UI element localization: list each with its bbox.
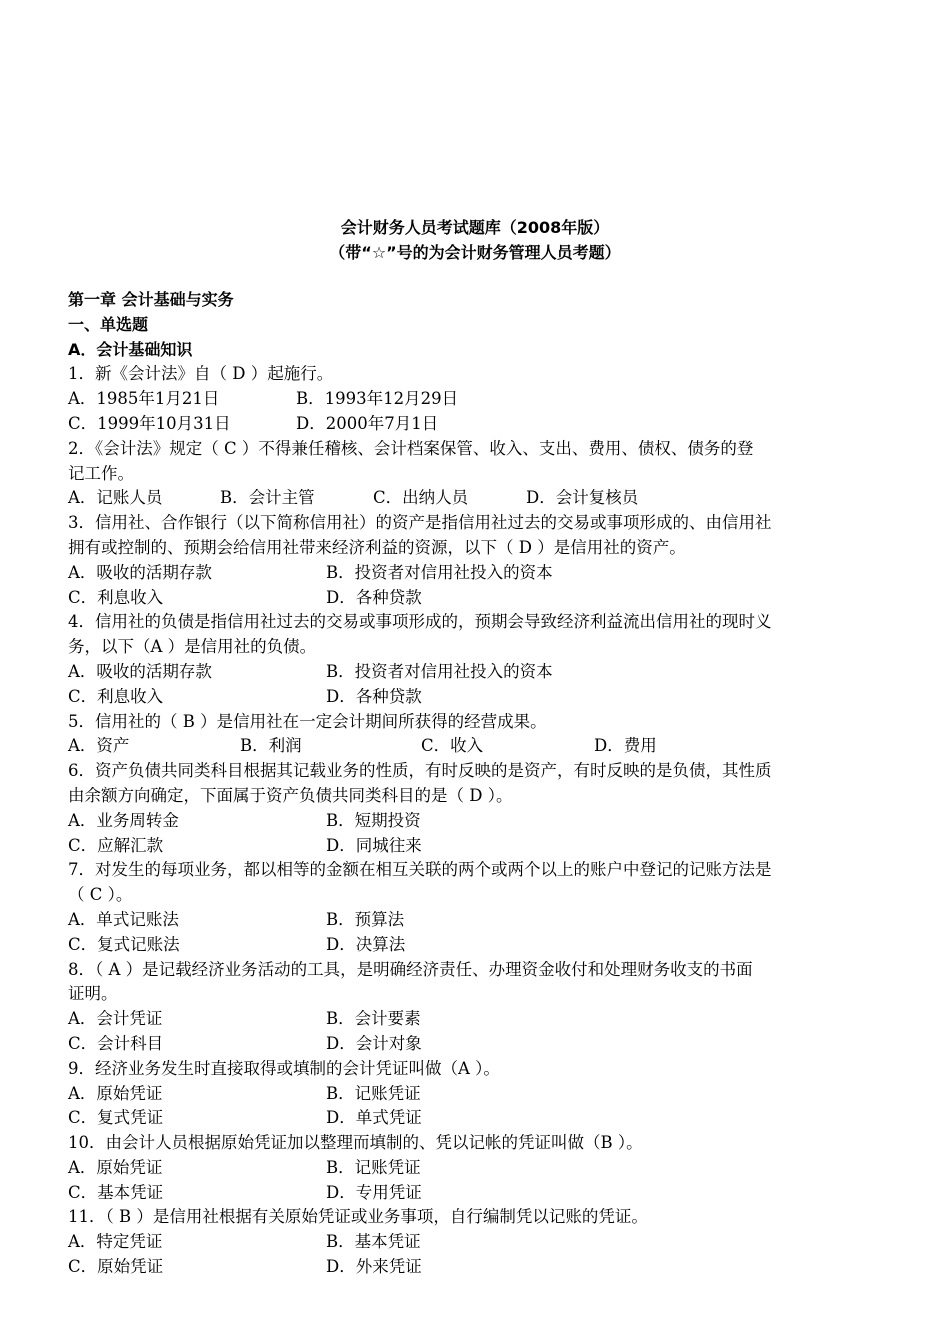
- question-4-text: 4．信用社的负债是指信用社过去的交易或事项形成的，预期会导致经济利益流出信用社的现时义: [68, 612, 772, 632]
- option: B．会计要素: [326, 1009, 421, 1029]
- option: C．复式记账法: [68, 934, 180, 954]
- option: D．费用: [594, 736, 657, 756]
- question-2-text: 记工作。: [68, 463, 134, 483]
- option: C．会计科目: [68, 1033, 164, 1053]
- option: D．外来凭证: [326, 1257, 422, 1277]
- option: B．会计主管: [220, 488, 315, 508]
- option: A．原始凭证: [68, 1157, 163, 1177]
- option: A．吸收的活期存款: [68, 661, 212, 681]
- option: C．原始凭证: [68, 1257, 164, 1277]
- question-8-text: 证明。: [68, 984, 118, 1004]
- question-5-text: 5．信用社的（ B ）是信用社在一定会计期间所获得的经营成果。: [68, 711, 547, 731]
- question-7-text: （ C ）。: [68, 885, 133, 905]
- option: A．吸收的活期存款: [68, 562, 212, 582]
- question-2-options-row: [68, 486, 883, 511]
- document-body: [68, 288, 883, 1280]
- option: A．记账人员: [68, 488, 163, 508]
- question-6-options-row: [68, 809, 883, 834]
- option: C．利息收入: [68, 686, 164, 706]
- question-8-options-row: [68, 1032, 883, 1057]
- option: D．专用凭证: [326, 1182, 422, 1202]
- question-10-text: 10．由会计人员根据原始凭证加以整理而填制的、凭以记帐的凭证叫做（B ）。: [68, 1133, 643, 1153]
- option: C．收入: [421, 736, 484, 756]
- option: D．单式凭证: [326, 1108, 422, 1128]
- option: C．出纳人员: [373, 488, 469, 508]
- question-9-options-row: [68, 1082, 883, 1107]
- question-9-options-row: [68, 1106, 883, 1131]
- option: D．2000年7月1日: [296, 413, 439, 433]
- option: B．投资者对信用社投入的资本: [326, 661, 553, 681]
- question-6-options-row: [68, 834, 883, 859]
- option: C．应解汇款: [68, 835, 164, 855]
- question-7-options-row: [68, 933, 883, 958]
- question-4-options-row: [68, 660, 883, 685]
- question-3-text: 3．信用社、合作银行（以下简称信用社）的资产是指信用社过去的交易或事项形成的、由信用社: [68, 513, 772, 533]
- option: A．业务周转金: [68, 810, 179, 830]
- question-4-options-row: [68, 685, 883, 710]
- question-3-text: 拥有或控制的、预期会给信用社带来经济利益的资源，以下（ D ）是信用社的资产。: [68, 537, 686, 557]
- question-7-options-row: [68, 908, 883, 933]
- question-6-text: 由余额方向确定，下面属于资产负债共同类科目的是（ D ）。: [68, 785, 513, 805]
- subsection-heading: A．会计基础知识: [68, 339, 193, 359]
- option: B．1993年12月29日: [296, 389, 459, 409]
- question-8-options-row: [68, 1007, 883, 1032]
- question-3-options-row: [68, 586, 883, 611]
- option: D．各种贷款: [326, 686, 422, 706]
- option: B．短期投资: [326, 810, 421, 830]
- question-2-text: 2．《会计法》规定（ C ）不得兼任稽核、会计档案保管、收入、支出、费用、债权、债务的登: [68, 438, 754, 458]
- option: A．1985年1月21日: [68, 389, 220, 409]
- option: B．记账凭证: [326, 1157, 421, 1177]
- question-1-options-row: [68, 412, 883, 437]
- question-3-options-row: [68, 561, 883, 586]
- question-11-options-row: [68, 1230, 883, 1255]
- question-7-text: 7．对发生的每项业务，都以相等的金额在相互关联的两个或两个以上的账户中登记的记账方法是: [68, 860, 772, 880]
- option: D．同城往来: [326, 835, 422, 855]
- question-4-text: 务，以下（A ）是信用社的负债。: [68, 637, 317, 657]
- option: D．决算法: [326, 934, 406, 954]
- question-10-options-row: [68, 1181, 883, 1206]
- question-1-text: 1．新《会计法》自（ D ）起施行。: [68, 364, 334, 384]
- option: C．1999年10月31日: [68, 413, 231, 433]
- option: B．基本凭证: [326, 1232, 421, 1252]
- question-10-options-row: [68, 1156, 883, 1181]
- option: B．记账凭证: [326, 1083, 421, 1103]
- option: C．利息收入: [68, 587, 164, 607]
- option: D．各种贷款: [326, 587, 422, 607]
- question-1-options-row: [68, 387, 883, 412]
- option: C．复式凭证: [68, 1108, 164, 1128]
- option: D．会计复核员: [526, 488, 639, 508]
- option: A．会计凭证: [68, 1009, 163, 1029]
- option: D．会计对象: [326, 1033, 422, 1053]
- question-6-text: 6．资产负债共同类科目根据其记载业务的性质，有时反映的是资产，有时反映的是负债，其性质: [68, 761, 772, 781]
- chapter-heading: 第一章 会计基础与实务: [68, 290, 234, 309]
- option: C．基本凭证: [68, 1182, 164, 1202]
- question-8-text: 8．（ A ）是记载经济业务活动的工具，是明确经济责任、办理资金收付和处理财务收支的书面: [68, 959, 753, 979]
- question-11-options-row: [68, 1255, 883, 1280]
- option: A．原始凭证: [68, 1083, 163, 1103]
- document-subtitle: （带“☆”号的为会计财务管理人员考题）: [329, 243, 621, 262]
- option: B．利润: [240, 736, 302, 756]
- question-11-text: 11．（ B ）是信用社根据有关原始凭证或业务事项，自行编制凭以记账的凭证。: [68, 1207, 648, 1227]
- option: A．特定凭证: [68, 1232, 163, 1252]
- option: B．预算法: [326, 909, 405, 929]
- option: A．资产: [68, 736, 130, 756]
- document-title: 会计财务人员考试题库（2008年版）: [340, 218, 610, 237]
- question-9-text: 9．经济业务发生时直接取得或填制的会计凭证叫做（A ）。: [68, 1058, 500, 1078]
- question-5-options-row: [68, 734, 883, 759]
- option: B．投资者对信用社投入的资本: [326, 562, 553, 582]
- option: A．单式记账法: [68, 909, 179, 929]
- section-heading: 一、单选题: [68, 314, 149, 334]
